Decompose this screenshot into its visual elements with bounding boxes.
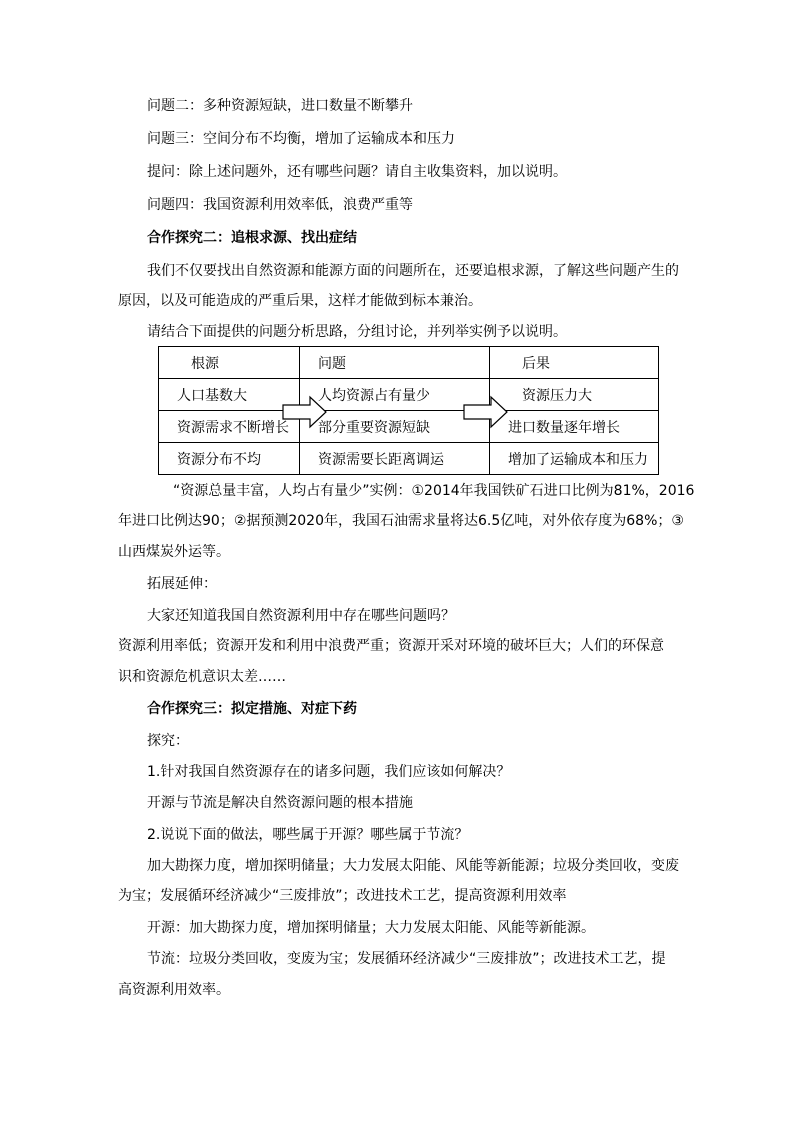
table-cell: 人口基数大 <box>159 379 300 411</box>
table-cell: 资源压力大 <box>490 379 659 411</box>
paragraph-root-cause-2: 原因，以及可能造成的严重后果，这样才能做到标本兼治。 <box>118 293 482 309</box>
extension-answer-1: 资源利用率低；资源开发和利用中浪费严重；资源开采对环境的破坏巨大；人们的环保意 <box>118 638 664 654</box>
inquiry-question-2: 2.说说下面的做法，哪些属于开源？哪些属于节流？ <box>147 827 469 843</box>
table-cell: 资源分布不均 <box>159 443 300 475</box>
section-heading-two: 合作探究二：追根求源、找出症结 <box>147 230 357 246</box>
table-row <box>159 443 659 475</box>
inquiry-answer-1: 开源与节流是解决自然资源问题的根本措施 <box>147 795 413 811</box>
table-header-row <box>159 347 659 379</box>
table-header-cell: 问题 <box>300 347 490 379</box>
open-source-answer: 开源：加大勘探力度，增加探明储量；大力发展太阳能、风能等新能源。 <box>147 920 595 936</box>
section-heading-three: 合作探究三：拟定措施、对症下药 <box>147 701 357 717</box>
table-cell: 部分重要资源短缺 <box>300 411 490 443</box>
discussion-instruction: 请结合下面提供的问题分析思路，分组讨论，并列举实例予以说明。 <box>147 324 567 340</box>
table-cell: 资源需求不断增长 <box>159 411 300 443</box>
extension-question: 大家还知道我国自然资源利用中存在哪些问题吗？ <box>147 608 455 624</box>
table-cell: 进口数量逐年增长 <box>490 411 659 443</box>
prompt-question: 提问：除上述问题外，还有哪些问题？请自主收集资料，加以说明。 <box>147 164 567 180</box>
table-cell: 增加了运输成本和压力 <box>490 443 659 475</box>
practices-paragraph-2: 为宝；发展循环经济减少“三废排放”；改进技术工艺，提高资源利用效率 <box>118 888 567 904</box>
inquiry-question-1: 1.针对我国自然资源存在的诸多问题，我们应该如何解决？ <box>147 764 511 780</box>
extension-label: 拓展延伸： <box>147 576 217 592</box>
inquiry-label: 探究： <box>147 733 189 749</box>
example-paragraph-1: “资源总量丰富，人均占有量少”实例：①2014年我国铁矿石进口比例为81%，2016 <box>173 483 695 499</box>
table-cell: 资源需要长距离调运 <box>300 443 490 475</box>
practices-paragraph-1: 加大勘探力度，增加探明储量；大力发展太阳能、风能等新能源；垃圾分类回收，变废 <box>147 858 679 874</box>
table-header-cell: 后果 <box>490 347 659 379</box>
conservation-answer-1: 节流：垃圾分类回收，变废为宝；发展循环经济减少“三废排放”；改进技术工艺，提 <box>147 951 666 967</box>
table-cell: 人均资源占有量少 <box>300 379 490 411</box>
question-two: 问题二：多种资源短缺，进口数量不断攀升 <box>147 98 413 114</box>
question-four: 问题四：我国资源利用效率低，浪费严重等 <box>147 197 413 213</box>
table-row <box>159 411 659 443</box>
table-row <box>159 379 659 411</box>
extension-answer-2: 识和资源危机意识太差…… <box>118 669 286 685</box>
conservation-answer-2: 高资源利用效率。 <box>118 982 230 998</box>
paragraph-root-cause-1: 我们不仅要找出自然资源和能源方面的问题所在，还要追根求源，了解这些问题产生的 <box>147 263 679 279</box>
table-header-cell: 根源 <box>159 347 300 379</box>
right-arrow-icon <box>282 395 328 429</box>
example-paragraph-2: 年进口比例达90；②据预测2020年，我国石油需求量将达6.5亿吨，对外依存度为68%；③ <box>118 513 684 529</box>
right-arrow-icon <box>463 395 509 429</box>
analysis-table <box>158 346 659 475</box>
question-three: 问题三：空间分布不均衡，增加了运输成本和压力 <box>147 131 455 147</box>
example-paragraph-3: 山西煤炭外运等。 <box>118 544 230 560</box>
